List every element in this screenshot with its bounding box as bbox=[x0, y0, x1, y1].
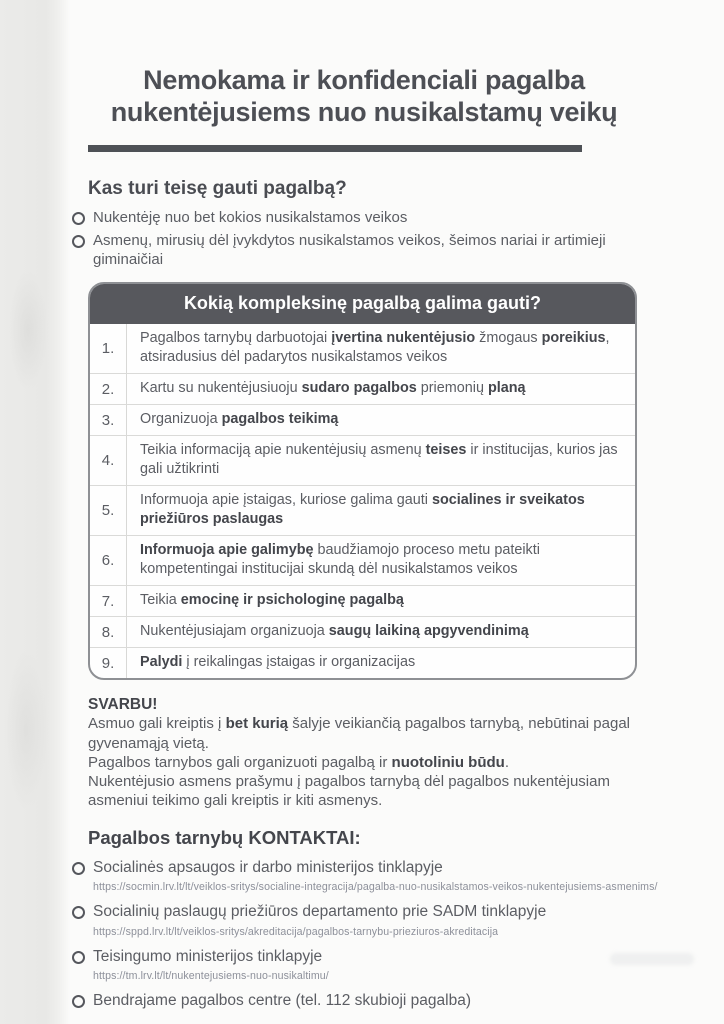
document-title-line2: nukentėjusiems nuo nusikalstamų veikų bbox=[110, 97, 618, 128]
text-run: Organizuoja bbox=[140, 411, 222, 428]
row-number: 2. bbox=[90, 374, 127, 404]
emphasized-text: sudaro pagalbos bbox=[301, 380, 417, 397]
important-paragraph bbox=[88, 753, 633, 772]
bullet-circle-icon bbox=[72, 995, 85, 1008]
document-title bbox=[88, 64, 640, 129]
emphasized-text: nuotoliniu būdu bbox=[391, 753, 505, 771]
emphasized-text: teises bbox=[425, 442, 467, 459]
emphasized-text: emocinę ir psichologinę pagalbą bbox=[180, 592, 404, 609]
row-text bbox=[127, 586, 635, 616]
text-run: Teikia informaciją apie nukentėjusių asmenų bbox=[140, 442, 426, 459]
emphasized-text: poreikius bbox=[541, 330, 606, 347]
important-paragraph bbox=[88, 714, 633, 752]
help-table-row bbox=[90, 435, 635, 485]
text-run: priemonių bbox=[416, 380, 488, 397]
text-run: Asmuo gali kreiptis į bbox=[88, 715, 226, 733]
help-table-row bbox=[90, 647, 635, 678]
title-divider-bar bbox=[88, 145, 582, 152]
row-text bbox=[127, 374, 635, 404]
bullet-circle-icon bbox=[72, 951, 85, 964]
contact-url: https://socmin.lrv.lt/lt/veiklos-sritys/socialine-integracija/pagalba-nuo-nusikalstamos-veikos-nukentejusiems-asmenims/ bbox=[93, 881, 658, 894]
row-text bbox=[127, 486, 635, 535]
row-text bbox=[127, 617, 635, 647]
help-table-row bbox=[90, 485, 635, 535]
emphasized-text: saugų laikiną apgyvendinimą bbox=[328, 623, 529, 640]
contact-text bbox=[93, 858, 658, 893]
text-run: žmogaus bbox=[475, 330, 542, 347]
eligibility-item-text: Nukentėję nuo bet kokios nusikalstamos veikos bbox=[93, 208, 408, 226]
text-run: Nukentėjusio asmens prašymu į pagalbos tarnybą dėl pagalbos nukentėjusiam asmeniui teikimo gali kreiptis ir kiti asmenys. bbox=[88, 772, 610, 810]
document-content bbox=[88, 0, 658, 1011]
contact-item bbox=[72, 858, 658, 894]
eligibility-item bbox=[72, 231, 640, 271]
help-table-row bbox=[90, 535, 635, 585]
scan-artifact bbox=[4, 650, 48, 810]
important-heading: SVARBU! bbox=[88, 696, 158, 714]
text-run: . bbox=[504, 753, 509, 771]
text-run: Nukentėjusiajam organizuoja bbox=[140, 623, 329, 640]
help-table-row bbox=[90, 404, 635, 435]
row-number: 8. bbox=[90, 617, 127, 647]
contact-label: Socialinių paslaugų priežiūros departamento prie SADM tinklapyje bbox=[93, 903, 547, 921]
row-text bbox=[127, 324, 635, 373]
bullet-circle-icon bbox=[72, 906, 85, 919]
important-paragraphs bbox=[88, 714, 640, 810]
text-run: Kartu su nukentėjusiuoju bbox=[140, 380, 302, 397]
emphasized-text: planą bbox=[487, 380, 526, 397]
row-text bbox=[127, 436, 635, 485]
text-run: ir institucijas, kurios jas gali užtikrinti bbox=[140, 442, 618, 478]
contacts-heading: Pagalbos tarnybų KONTAKTAI: bbox=[88, 827, 361, 849]
emphasized-text: Informuoja apie galimybę bbox=[140, 542, 314, 559]
emphasized-text: bet kurią bbox=[225, 715, 289, 733]
text-run: Pagalbos tarnybų darbuotojai bbox=[140, 330, 332, 347]
help-table bbox=[88, 282, 637, 680]
contact-label: Bendrajame pagalbos centre (tel. 112 skubioji pagalba) bbox=[93, 991, 471, 1009]
row-number: 1. bbox=[90, 324, 127, 373]
row-number: 6. bbox=[90, 536, 127, 585]
emphasized-text: įvertina nukentėjusio bbox=[331, 330, 476, 347]
eligibility-heading: Kas turi teisę gauti pagalbą? bbox=[88, 177, 347, 199]
text-run: Teikia bbox=[140, 592, 181, 609]
contact-url: https://tm.lrv.lt/lt/nukentejusiems-nuo-nusikaltimu/ bbox=[93, 969, 329, 982]
contacts-list bbox=[88, 858, 658, 1011]
document-title-line1: Nemokama ir konfidenciali pagalba bbox=[143, 65, 585, 95]
eligibility-list bbox=[88, 208, 640, 270]
help-table-row bbox=[90, 324, 635, 373]
row-number: 9. bbox=[90, 648, 127, 678]
row-text bbox=[127, 648, 635, 678]
contact-item bbox=[72, 991, 640, 1011]
row-number: 4. bbox=[90, 436, 127, 485]
row-text bbox=[127, 405, 635, 435]
help-table-header: Kokią kompleksinę pagalbą galima gauti? bbox=[90, 284, 635, 324]
scan-artifact bbox=[8, 270, 48, 390]
contact-label: Teisingumo ministerijos tinklapyje bbox=[93, 947, 323, 965]
help-table-row bbox=[90, 616, 635, 647]
row-number: 3. bbox=[90, 405, 127, 435]
contact-item bbox=[72, 902, 640, 937]
row-number: 5. bbox=[90, 486, 127, 535]
row-number: 7. bbox=[90, 586, 127, 616]
contact-label: Socialinės apsaugos ir darbo ministerijos tinklapyje bbox=[93, 859, 443, 877]
emphasized-text: socialines ir sveikatos priežiūros paslaugas bbox=[140, 492, 585, 528]
text-run: į reikalingas įstaigas ir organizacijas bbox=[182, 654, 416, 671]
bullet-circle-icon bbox=[72, 862, 85, 875]
row-text bbox=[127, 536, 635, 585]
contact-text bbox=[93, 902, 546, 937]
important-paragraph bbox=[88, 772, 633, 810]
contact-text bbox=[93, 947, 329, 982]
emphasized-text: Palydi bbox=[140, 654, 183, 671]
text-run: Informuoja apie įstaigas, kuriose galima gauti bbox=[140, 492, 432, 509]
text-run: baudžiamojo proceso metu pateikti kompetentingai institucijai skundą dėl nusikalstamos veikos bbox=[140, 542, 540, 578]
emphasized-text: pagalbos teikimą bbox=[221, 411, 339, 428]
bullet-circle-icon bbox=[72, 235, 85, 248]
contact-item bbox=[72, 947, 640, 982]
eligibility-item-text: Asmenų, mirusių dėl įvykdytos nusikalstamos veikos, šeimos nariai ir artimieji giminaičiai bbox=[93, 231, 606, 269]
eligibility-item bbox=[72, 208, 640, 228]
help-table-row bbox=[90, 585, 635, 616]
bullet-circle-icon bbox=[72, 212, 85, 225]
scanned-page-edge bbox=[0, 0, 70, 1024]
contact-text bbox=[93, 991, 471, 1011]
text-run: , atsiradusius dėl padarytos nusikalstamos veikos bbox=[140, 330, 610, 366]
text-run: šalyje veikiančią pagalbos tarnybą, nebūtinai pagal gyvenamąją vietą. bbox=[88, 715, 630, 752]
help-table-body bbox=[90, 324, 635, 678]
contact-url: https://sppd.lrv.lt/lt/veiklos-sritys/akreditacija/pagalbos-tarnybu-prieziuros-akreditacija bbox=[93, 925, 499, 938]
help-table-row bbox=[90, 373, 635, 404]
text-run: Pagalbos tarnybos gali organizuoti pagalbą ir bbox=[88, 753, 392, 771]
